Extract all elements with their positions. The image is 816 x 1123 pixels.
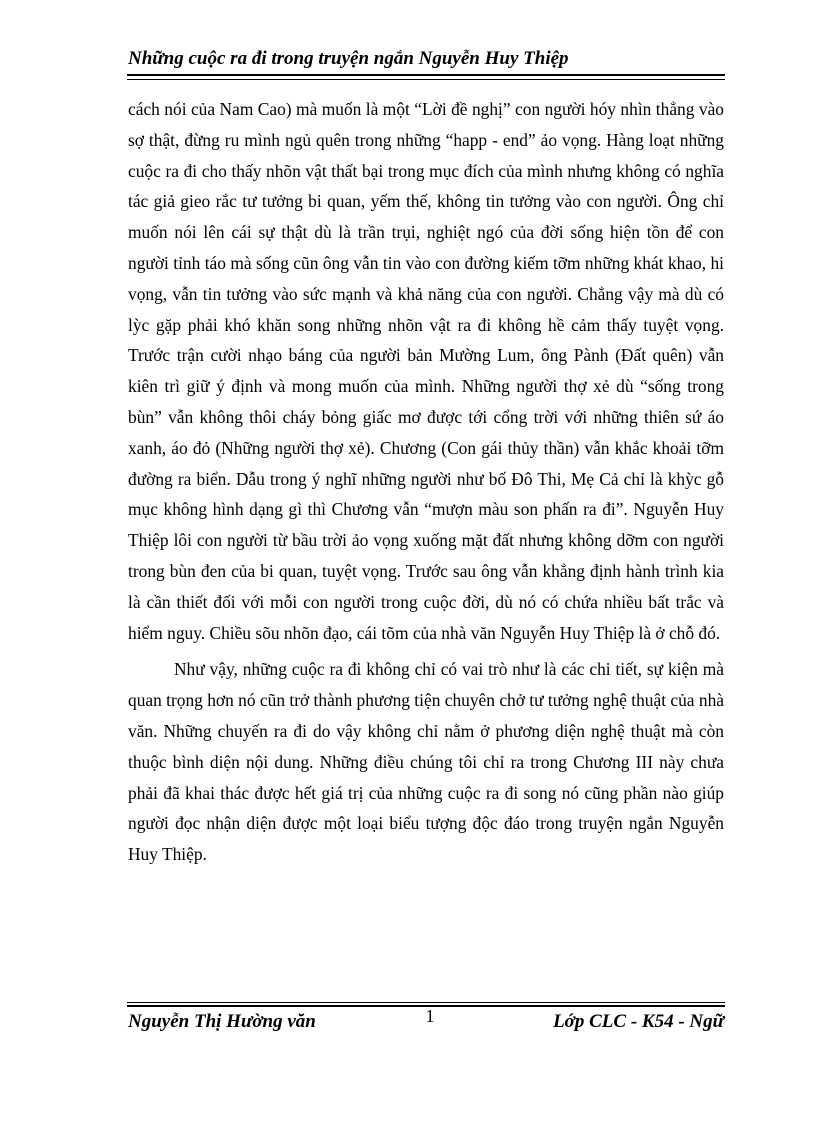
header-divider [127, 74, 725, 80]
document-body [128, 94, 724, 870]
page-number: 1 [425, 1006, 435, 1026]
footer-class-label: Lớp CLC - K54 - Ngữ [553, 1011, 724, 1032]
page-header-title: Những cuộc ra đi trong truyện ngắn Nguyễn Huy Thiệp [128, 48, 569, 69]
body-paragraph-1: cách nói của Nam Cao) mà muốn là một “Lời đề nghị” con người hóy nhìn thẳng vào sợ thật, đừng ru mình ngủ quên trong những “happ - end” ảo vọng. Hàng loạt những cuộc ra đi cho thấy nhõn vật thất bại trong mục đích của mình nhưng không có nghĩa tác giả gieo rắc tư tưởng bi quan, yếm thế, không tin tưởng vào con người. Ông chỉ muốn nói lên cái sự thật dù là trần trụi, nghiệt ngó của đời sống hiện tồn để con người tỉnh táo mà sống cũn ông vẫn tin vào con đường kiếm tỡm những khát khao, hi vọng, vẫn tin tưởng vào sức mạnh và khả năng của con người. Chẳng vậy mà dù có lỳc gặp phải khó khăn song những nhõn vật ra đi không hề cảm thấy tuyệt vọng. Trước trận cười nhạo báng của người bản Mường Lum, ông Pành (Đất quên) vẫn kiên trì giữ ý định và mong muốn của mình. Những người thợ xẻ dù “sống trong bùn” vẫn không thôi cháy bỏng giấc mơ được tới cổng trời với những thiên sứ áo xanh, áo đỏ (Những người thợ xẻ). Chương (Con gái thủy thần) vẫn khắc khoải tỡm đường ra biển. Dẫu trong ý nghĩ những người như bố Đô Thi, Mẹ Cả chỉ là khỳc gỗ mục không hình dạng gì thì Chương vẫn “mượn màu son phấn ra đi”. Nguyễn Huy Thiệp lôi con người từ bầu trời ảo vọng xuống mặt đất nhưng không dỡm con người trong bùn đen của bi quan, tuyệt vọng. Trước sau ông vẫn khẳng định hành trình kia là cần thiết đối với mỗi con người trong cuộc đời, dù nó có chứa nhiều bất trắc và hiểm nguy. Chiều sõu nhõn đạo, cái tõm của nhà văn Nguyễn Huy Thiệp là ở chỗ đó. [128, 99, 724, 643]
footer-author: Nguyễn Thị Hường văn [128, 1011, 316, 1032]
body-paragraph-2: Như vậy, những cuộc ra đi không chỉ có vai trò như là các chi tiết, sự kiện mà quan trọng hơn nó cũn trở thành phương tiện chuyên chở tư tưởng nghệ thuật của nhà văn. Những chuyến ra đi do vậy không chỉ nằm ở phương diện nghệ thuật mà còn thuộc bình diện nội dung. Những điều chúng tôi chỉ ra trong Chương III này chưa phải đã khai thác được hết giá trị của những cuộc ra đi song nó cũng phần nào giúp người đọc nhận diện được một loại biểu tượng độc đáo trong truyện ngắn Nguyễn Huy Thiệp. [128, 659, 724, 865]
